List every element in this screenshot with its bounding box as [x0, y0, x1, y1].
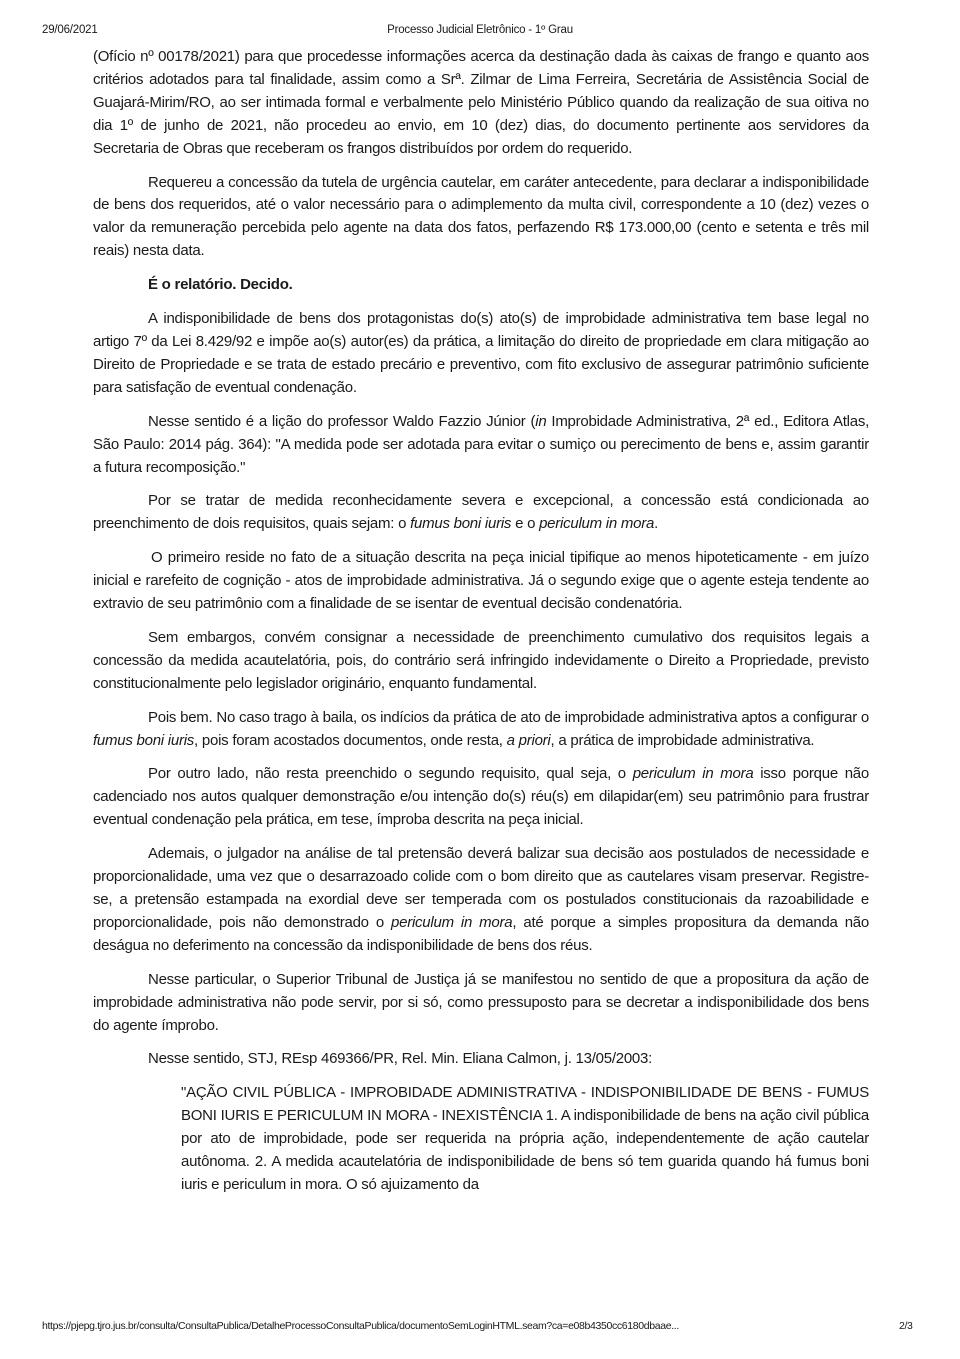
- text: Nesse sentido é a lição do professor Waldo Fazzio Júnior (: [148, 412, 536, 430]
- italic-text: periculum in mora: [391, 913, 513, 931]
- text: Improbidade Administrativa, 2ª ed., Editora Atlas, São Paulo: 2014 pág. 364): "A medida pode ser adotada para evitar o sumiço ou perecimento de bens e, assim garantir a futura recomposição.": [93, 412, 870, 476]
- text: , até porque a simples propositura da demanda não deságua no deferimento na concessão da indisponibilidade de bens dos réus.: [93, 913, 869, 954]
- paragraph: [93, 411, 869, 480]
- italic-text: periculum in mora: [539, 515, 655, 533]
- paragraph: A indisponibilidade de bens dos protagonistas do(s) ato(s) de improbidade administrativa tem base legal no artigo 7º da Lei 8.429/92 e impõe ao(s) autor(es) da prática, a limitação do direito de propriedade em clara mitigação ao Direito de Propriedade e se trata de estado precário e preventivo, com fito exclusivo de assegurar patrimônio suficiente para satisfação de eventual condenação.: [93, 310, 869, 396]
- page-header: [0, 24, 960, 38]
- page-number: 2/3: [899, 1320, 913, 1332]
- block-quote: "AÇÃO CIVIL PÚBLICA - IMPROBIDADE ADMINISTRATIVA - INDISPONIBILIDADE DE BENS - FUMUS BONI IURIS E PERICULUM IN MORA - INEXISTÊNCIA 1. A indisponibilidade de bens na ação civil pública por ato de improbidade, pode ser requerida na própria ação, independentemente de ação cautelar autônoma. 2. A medida acautelatória de indisponibilidade de bens só tem guarida quando há fumus boni iuris e periculum in mora. O só ajuizamento da: [181, 1084, 869, 1193]
- text: isso porque não cadenciado nos autos qualquer demonstração e/ou intenção do(s) réu(s) em dilapidar(em) seu patrimônio para frustrar eventual condenação pela prática, em tese, ímproba descrita na peça inicial.: [93, 765, 869, 829]
- italic-text: in: [535, 412, 547, 430]
- text: Por outro lado, não resta preenchido o segundo requisito, qual seja, o: [148, 765, 633, 783]
- paragraph: Sem embargos, convém consignar a necessidade de preenchimento cumulativo dos requisitos legais a concessão da medida acautelatória, pois, do contrário será infringido indevidamente o Direito a Propriedade, previsto constitucionalmente pelo legislador originário, enquanto fundamental.: [93, 628, 869, 692]
- paragraph: [93, 707, 869, 753]
- print-date: 29/06/2021: [42, 24, 98, 36]
- italic-text: a priori: [506, 731, 551, 749]
- text: e o: [511, 515, 540, 533]
- document-body: [93, 46, 869, 1197]
- text: Por se tratar de medida reconhecidamente severa e excepcional, a concessão está condicionada ao preenchimento de dois requisitos, quais sejam: o: [93, 492, 869, 533]
- paragraph: [93, 843, 869, 958]
- paragraph: Nesse particular, o Superior Tribunal de Justiça já se manifestou no sentido de que a propositura da ação de improbidade administrativa não pode servir, por si só, como pressuposto para se decretar a indisponibilidade dos bens do agente ímprobo.: [93, 970, 869, 1034]
- paragraph: [93, 490, 869, 536]
- text: Ademais, o julgador na análise de tal pretensão deverá balizar sua decisão aos postulados de necessidade e proporcionalidade, uma vez que o desarrazoado colide com o bom direito que as cautelares visam preservar. Registre-se, a pretensão estampada na exordial deve ser temperada com os postulados constitucionais da razoabilidade e proporcionalidade, pois não demonstrado o: [93, 845, 869, 931]
- section-heading: É o relatório. Decido.: [148, 276, 293, 294]
- paragraph: [93, 763, 869, 832]
- italic-text: fumus boni iuris: [93, 731, 195, 749]
- source-url[interactable]: https://pjepg.tjro.jus.br/consulta/ConsultaPublica/DetalheProcessoConsultaPublica/documentoSemLoginHTML.seam?ca=e08b4350cc6180dbaae...: [42, 1320, 679, 1332]
- document-title: Processo Judicial Eletrônico - 1º Grau: [387, 24, 573, 36]
- text: , pois foram acostados documentos, onde resta,: [194, 731, 507, 749]
- text: Pois bem. No caso trago à baila, os indícios da prática de ato de improbidade administrativa aptos a configurar o: [148, 708, 869, 726]
- italic-text: periculum in mora: [632, 765, 754, 783]
- paragraph: (Ofício nº 00178/2021) para que procedesse informações acerca da destinação dada às caixas de frango e quanto aos critérios adotados para tal finalidade, assim como a Srª. Zilmar de Lima Ferreira, Secretária de Assistência Social de Guajará-Mirim/RO, ao ser intimada formal e verbalmente pelo Ministério Público quando da realização de sua oitiva no dia 1º de junho de 2021, não procedeu ao envio, em 10 (dez) dias, do documento pertinente aos servidores da Secretaria de Obras que receberam os frangos distribuídos por ordem do requerido.: [93, 48, 869, 157]
- paragraph: Nesse sentido, STJ, REsp 469366/PR, Rel. Min. Eliana Calmon, j. 13/05/2003:: [148, 1050, 653, 1068]
- paragraph: Requereu a concessão da tutela de urgência cautelar, em caráter antecedente, para declarar a indisponibilidade de bens dos requeridos, até o valor necessário para o adimplemento da multa civil, correspondente a 10 (dez) vezes o valor da remuneração percebida pelo agente na data dos fatos, perfazendo R$ 173.000,00 (cento e setenta e três mil reais) nesta data.: [93, 173, 869, 260]
- text: .: [654, 515, 658, 533]
- text: , a prática de improbidade administrativa.: [550, 731, 815, 749]
- italic-text: fumus boni iuris: [410, 515, 512, 533]
- paragraph: O primeiro reside no fato de a situação descrita na peça inicial tipifique ao menos hipoteticamente - em juízo inicial e rarefeito de cognição - atos de improbidade administrativa. Já o segundo exige que o agente esteja tendente ao extravio de seu patrimônio com a finalidade de se isentar de eventual decisão condenatória.: [93, 549, 869, 613]
